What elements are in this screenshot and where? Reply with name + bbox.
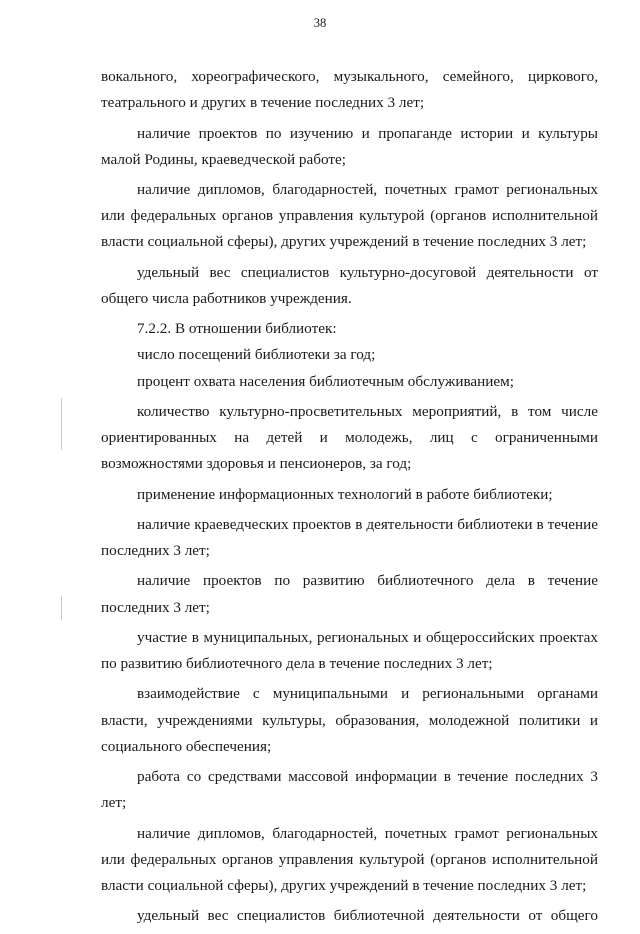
paragraph: наличие проектов по развитию библиотечного дела в течение последних 3 лет; [101, 572, 598, 616]
scan-edge-mark [61, 596, 62, 620]
paragraph: наличие краеведческих проектов в деятельности библиотеки в течение последних 3 лет; [101, 515, 598, 560]
paragraph: наличие дипломов, благодарностей, почетных грамот региональных или федеральных органов управления культурой (органов исполнительной власти социальной сферы), других учреждений в течение последних 3 лет; [101, 181, 598, 251]
paragraph: удельный вес специалистов культурно-досуговой деятельности от общего числа работников учреждения. [101, 263, 598, 307]
section-heading: 7.2.2. В отношении библиотек: [137, 320, 337, 338]
scan-edge-mark [61, 398, 62, 450]
paragraph: участие в муниципальных, региональных и общероссийских проектах по развитию библиотечного дела в течение последних 3 лет; [101, 628, 598, 673]
document-body [101, 64, 598, 934]
paragraph: наличие проектов по изучению и пропаганде истории и культуры малой Родины, краеведческой работе; [101, 124, 598, 168]
paragraph: вокального, хореографического, музыкального, семейного, циркового, театрального и других в течение последних 3 лет; [101, 68, 598, 112]
paragraph: удельный вес специалистов библиотечной деятельности от общего [137, 907, 598, 925]
paragraph: процент охвата населения библиотечным обслуживанием; [137, 372, 515, 390]
paragraph: количество культурно-просветительных мероприятий, в том числе ориентированных на детей и молодежь, лиц с ограниченными возможностями здоровья и пенсионеров, за год; [101, 402, 598, 473]
paragraph: применение информационных технологий в работе библиотеки; [137, 485, 553, 503]
paragraph: взаимодействие с муниципальными и региональными органами власти, учреждениями культуры, образования, молодежной политики и социального обеспечения; [101, 685, 598, 755]
paragraph: работа со средствами массовой информации в течение последних 3 лет; [101, 768, 598, 812]
paragraph: число посещений библиотеки за год; [137, 346, 376, 364]
paragraph: наличие дипломов, благодарностей, почетных грамот региональных или федеральных органов управления культурой (органов исполнительной власти социальной сферы), других учреждений в течение последних 3 лет; [101, 824, 598, 895]
page-number: 38 [313, 16, 327, 30]
